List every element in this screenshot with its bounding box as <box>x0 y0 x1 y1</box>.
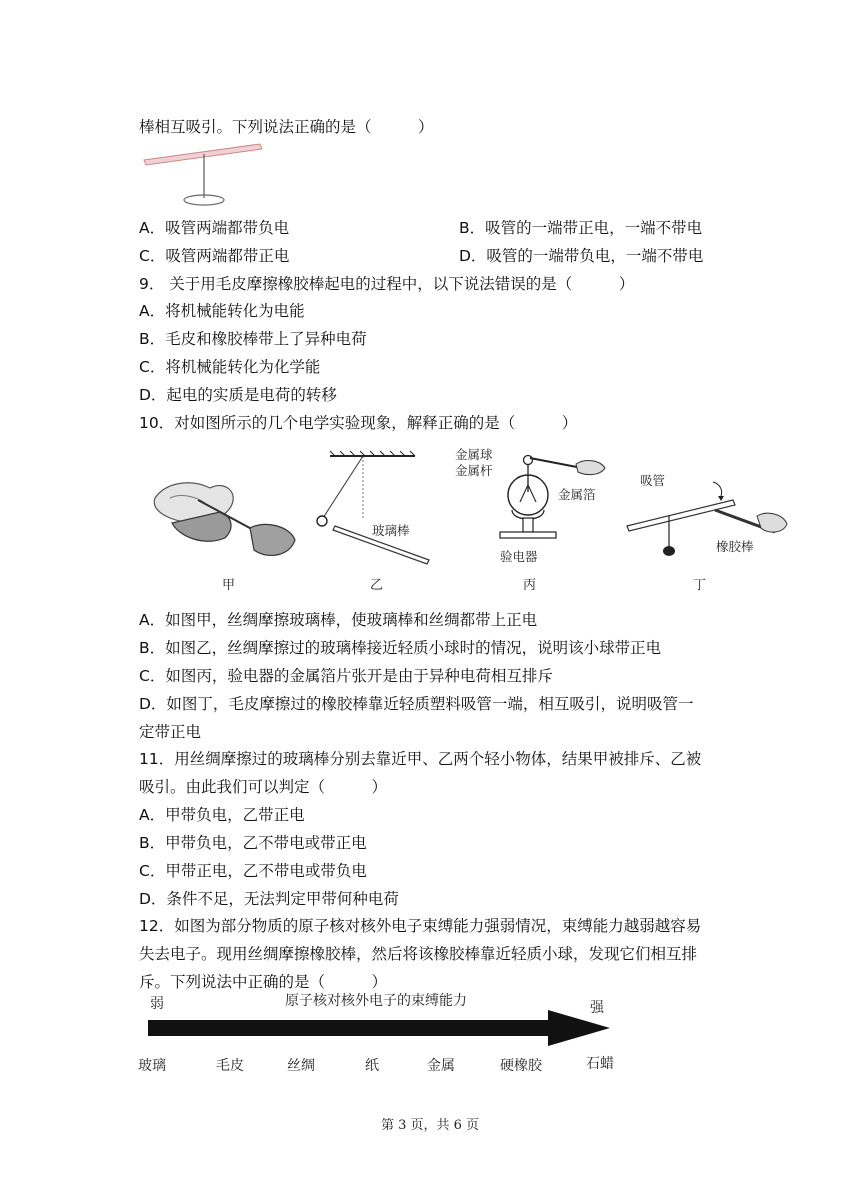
question-11-option-d[interactable]: D．条件不足，无法判定甲带何种电荷 <box>139 890 399 908</box>
label-rubber-rod: 橡胶棒 <box>716 539 754 554</box>
figure-10 <box>140 446 790 596</box>
page-footer: 第 3 页，共 6 页 <box>380 1118 480 1133</box>
question-10-stem: 10．对如图所示的几个电学实验现象，解释正确的是（ ） <box>139 414 578 432</box>
strong-label: 强 <box>590 1000 604 1016</box>
question-11-option-a[interactable]: A．甲带负电，乙带正电 <box>139 806 305 824</box>
question-10-option-d-line2[interactable]: 定带正电 <box>139 723 202 741</box>
caption-bing: 丙 <box>523 578 537 593</box>
material-hard-rubber: 硬橡胶 <box>500 1058 542 1074</box>
question-12-stem-line3: 斥。下列说法中正确的是（ ） <box>139 973 388 991</box>
material-metal: 金属 <box>427 1058 455 1074</box>
label-metal-rod: 金属杆 <box>455 463 493 478</box>
straw-on-stand-figure <box>140 140 270 210</box>
binding-ability-title: 原子核对核外电子的束缚能力 <box>285 993 467 1009</box>
question-12-stem-line2: 失去电子。现用丝绸摩擦橡胶棒，然后将该橡胶棒靠近轻质小球，发现它们相互排 <box>139 945 698 963</box>
question-9-stem: 9． 关于用毛皮摩擦橡胶棒起电的过程中，以下说法错误的是（ ） <box>139 275 635 293</box>
binding-ability-arrow <box>148 1008 618 1048</box>
question-8-stem-end: 棒相互吸引。下列说法正确的是（ ） <box>139 118 434 136</box>
material-paper: 纸 <box>365 1058 379 1074</box>
question-10-option-c[interactable]: C．如图丙，验电器的金属箔片张开是由于异种电荷相互排斥 <box>139 667 553 685</box>
caption-ding: 丁 <box>693 578 707 593</box>
question-8-option-c[interactable]: C．吸管两端都带正电 <box>139 247 290 265</box>
question-11-stem-line1: 11．用丝绸摩擦过的玻璃棒分别去靠近甲、乙两个轻小物体，结果甲被排斥、乙被 <box>139 750 702 768</box>
figure-jia-silk-glass <box>150 468 300 568</box>
label-straw: 吸管 <box>640 473 666 488</box>
figure-bing-electroscope <box>490 450 620 550</box>
question-10-option-b[interactable]: B．如图乙，丝绸摩擦过的玻璃棒接近轻质小球时的情况，说明该小球带正电 <box>139 639 662 657</box>
material-fur: 毛皮 <box>216 1058 244 1074</box>
question-8-option-b[interactable]: B．吸管的一端带正电，一端不带电 <box>459 219 703 237</box>
question-9-option-d[interactable]: D．起电的实质是电荷的转移 <box>139 386 337 404</box>
stand <box>184 154 224 205</box>
question-8-option-d[interactable]: D．吸管的一端带负电，一端不带电 <box>459 247 704 265</box>
straw <box>144 144 262 165</box>
question-12-stem-line1: 12．如图为部分物质的原子核对核外电子束缚能力强弱情况，束缚能力越弱越容易 <box>139 917 702 935</box>
label-glass-rod: 玻璃棒 <box>372 523 410 538</box>
question-8-option-a[interactable]: A．吸管两端都带负电 <box>139 219 290 237</box>
question-11-option-b[interactable]: B．甲带负电，乙不带电或带正电 <box>139 834 367 852</box>
figure-yi-pendulum <box>315 450 435 570</box>
material-glass: 玻璃 <box>138 1058 166 1074</box>
label-metal-ball: 金属球 <box>455 447 493 462</box>
material-silk: 丝绸 <box>287 1058 315 1074</box>
question-9-option-a[interactable]: A．将机械能转化为电能 <box>139 302 305 320</box>
question-11-option-c[interactable]: C．甲带正电，乙不带电或带负电 <box>139 862 367 880</box>
question-11-stem-line2: 吸引。由此我们可以判定（ ） <box>139 778 388 796</box>
label-electroscope: 验电器 <box>500 549 538 564</box>
label-metal-foil: 金属箔 <box>558 487 596 502</box>
weak-label: 弱 <box>150 996 164 1012</box>
question-10-option-a[interactable]: A．如图甲，丝绸摩擦玻璃棒，使玻璃棒和丝绸都带上正电 <box>139 611 538 629</box>
caption-yi: 乙 <box>370 578 384 593</box>
question-9-option-c[interactable]: C．将机械能转化为化学能 <box>139 358 321 376</box>
material-paraffin: 石蜡 <box>586 1056 614 1072</box>
caption-jia: 甲 <box>222 578 236 593</box>
question-10-option-d-line1[interactable]: D．如图丁，毛皮摩擦过的橡胶棒靠近轻质塑料吸管一端，相互吸引，说明吸管一 <box>139 695 694 713</box>
question-9-option-b[interactable]: B．毛皮和橡胶棒带上了异种电荷 <box>139 330 367 348</box>
